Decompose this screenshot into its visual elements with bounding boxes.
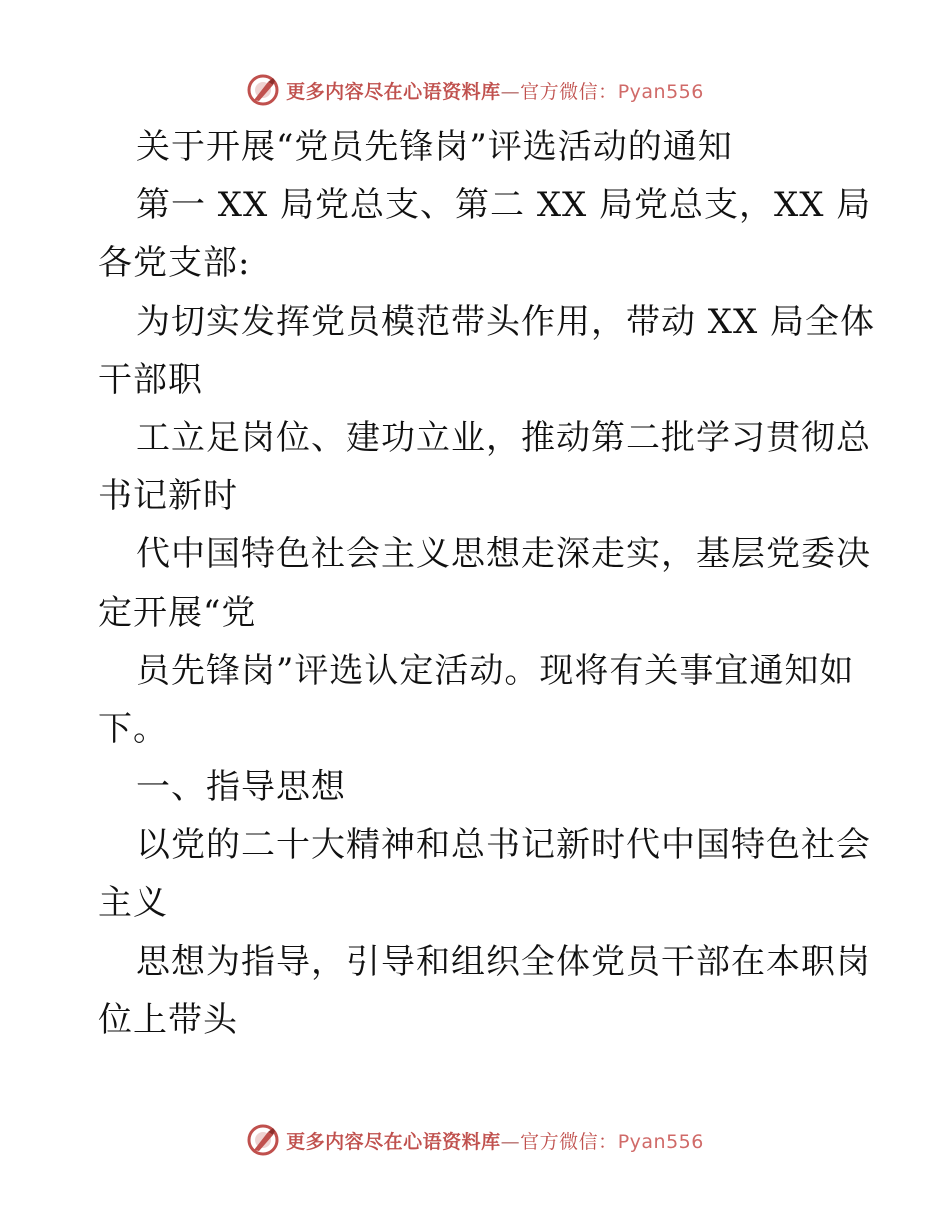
text-line: 工立足岗位、建功立业，推动第二批学习贯彻总 bbox=[136, 417, 871, 458]
quill-logo-icon bbox=[246, 73, 280, 107]
text-line: 思想为指导，引导和组织全体党员干部在本职岗 bbox=[136, 941, 871, 982]
text-line: 定开展“党 bbox=[98, 592, 257, 633]
text-line: 干部职 bbox=[98, 359, 203, 400]
text-line: 以党的二十大精神和总书记新时代中国特色社会 bbox=[136, 825, 871, 866]
watermark-separator: — bbox=[500, 1130, 521, 1153]
text-line: 一、指导思想 bbox=[136, 767, 346, 808]
text-line: 员先锋岗”评选认定活动。现将有关事宜通知如 bbox=[136, 650, 855, 691]
watermark-text bbox=[286, 77, 704, 104]
text-line: 关于开展“党员先锋岗”评选活动的通知 bbox=[136, 127, 733, 167]
text-line: 第一 XX 局党总支、第二 XX 局党总支，XX 局 bbox=[136, 185, 872, 226]
watermark-suffix: 官方微信： bbox=[520, 80, 618, 103]
text-line: 代中国特色社会主义思想走深走实，基层党委决 bbox=[136, 534, 871, 575]
quill-logo-icon bbox=[246, 1123, 280, 1157]
watermark-wechat-id: Pyan556 bbox=[617, 1130, 704, 1153]
text-line: 各党支部: bbox=[98, 243, 251, 284]
footer-watermark bbox=[0, 1120, 950, 1160]
text-line: 下。 bbox=[98, 708, 168, 749]
watermark-brand: 更多内容尽在心语资料库 bbox=[286, 80, 501, 103]
text-line: 书记新时 bbox=[98, 476, 238, 517]
document-body bbox=[98, 118, 876, 1049]
watermark-text bbox=[286, 1127, 704, 1154]
watermark-wechat-id: Pyan556 bbox=[617, 80, 704, 103]
watermark-brand: 更多内容尽在心语资料库 bbox=[286, 1130, 501, 1153]
text-line: 位上带头 bbox=[98, 999, 238, 1040]
header-watermark bbox=[0, 70, 950, 110]
text-line: 主义 bbox=[98, 883, 168, 924]
text-line: 为切实发挥党员模范带头作用，带动 XX 局全体 bbox=[136, 301, 876, 342]
watermark-suffix: 官方微信： bbox=[520, 1130, 618, 1153]
watermark-separator: — bbox=[500, 80, 521, 103]
